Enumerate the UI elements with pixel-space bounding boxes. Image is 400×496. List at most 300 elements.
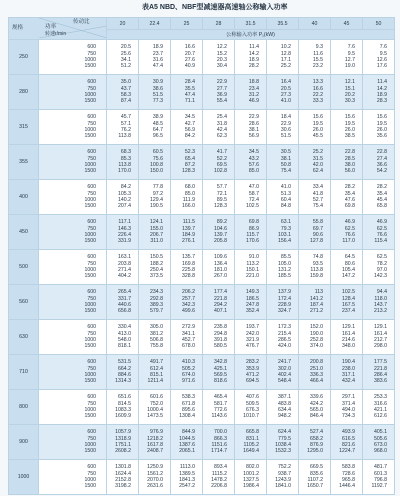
power-value: 80.6	[344, 260, 355, 267]
power-cell	[107, 285, 139, 320]
power-value: 50.8	[280, 162, 291, 168]
power-value: 294.8	[214, 330, 227, 337]
power-value: 10.2	[280, 44, 291, 51]
speed-value: 600	[87, 359, 96, 366]
power-cell	[331, 145, 363, 180]
power-value: 2608.2	[115, 448, 131, 455]
power-value: 634.4	[278, 407, 291, 413]
power-value: 531.5	[118, 359, 131, 366]
speed-cell	[39, 145, 107, 180]
power-value: 2070.0	[147, 477, 163, 483]
power-value: 1001.2	[243, 470, 259, 477]
power-value: 30.9	[152, 79, 163, 86]
power-cell	[331, 285, 363, 320]
power-value: 452.7	[182, 337, 195, 343]
power-value: 1000.4	[147, 407, 163, 413]
power-value: 78.2	[376, 260, 387, 267]
power-value: 113.8	[118, 162, 131, 168]
power-value: 11.4	[377, 79, 387, 86]
ratio-col-header: 50	[363, 18, 395, 30]
power-value: 113	[314, 289, 323, 296]
power-value: 113.8	[118, 133, 131, 140]
power-value: 2547.2	[179, 483, 195, 490]
power-value: 139.7	[182, 225, 195, 232]
power-value: 505.6	[374, 435, 387, 442]
power-value: 100.8	[150, 162, 163, 168]
power-value: 286.4	[374, 372, 387, 378]
power-cell	[171, 320, 203, 355]
power-cell	[235, 75, 267, 110]
power-value: 20.5	[120, 44, 131, 51]
power-cell	[235, 390, 267, 425]
power-value: 276.1	[182, 238, 195, 245]
power-value: 2631.6	[147, 483, 163, 490]
size-cell: 250	[9, 40, 39, 75]
speed-value: 750	[87, 190, 96, 197]
power-cell	[363, 110, 395, 145]
power-value: 481.7	[374, 464, 387, 471]
power-value: 1751.1	[115, 442, 131, 448]
power-value: 27.6	[184, 57, 195, 63]
power-value: 893.4	[214, 464, 227, 471]
speed-value: 600	[87, 324, 96, 331]
power-value: 15.5	[312, 57, 323, 63]
speed-value: 750	[87, 330, 96, 337]
power-value: 17.6	[376, 63, 387, 70]
table-body	[9, 40, 395, 495]
power-value: 678.0	[182, 343, 195, 350]
power-value: 22.9	[280, 120, 291, 127]
power-value: 884.6	[118, 372, 131, 378]
power-value: 113.2	[246, 260, 259, 267]
power-value: 339.6	[310, 394, 323, 401]
power-value: 56.9	[248, 133, 259, 140]
power-value: 47.4	[152, 63, 163, 70]
power-value: 779.5	[278, 435, 291, 442]
power-value: 140.2	[118, 197, 131, 203]
power-value: 31.2	[248, 92, 259, 98]
speed-value: 750	[87, 50, 96, 57]
speed-value: 1000	[84, 477, 96, 483]
ratio-col-header: 40	[299, 18, 331, 30]
power-value: 58.3	[120, 92, 131, 98]
power-cell	[235, 180, 267, 215]
power-cell	[331, 110, 363, 145]
power-value: 28.2	[248, 63, 259, 70]
power-value: 387.1	[278, 394, 291, 401]
power-value: 548.0	[118, 337, 131, 343]
power-value: 69.5	[216, 162, 227, 168]
power-value: 56.0	[344, 168, 355, 175]
power-value: 12.1	[344, 79, 355, 86]
power-value: 141.2	[310, 295, 323, 302]
power-value: 15.6	[312, 114, 323, 121]
speed-value: 1500	[84, 343, 96, 350]
power-value: 115.7	[246, 232, 259, 238]
power-value: 62.4	[312, 168, 323, 175]
speed-value: 1000	[84, 127, 96, 133]
power-value: 72.1	[216, 190, 227, 197]
power-value: 33.3	[312, 98, 323, 105]
power-cell	[331, 320, 363, 355]
power-cell	[107, 460, 139, 495]
power-value: 34.1	[120, 57, 131, 63]
power-value: 85.0	[248, 168, 259, 175]
power-value: 18.9	[152, 44, 163, 51]
power-value: 866.3	[214, 435, 227, 442]
speed-value: 1000	[84, 232, 96, 238]
power-cell	[235, 320, 267, 355]
power-value: 324.7	[278, 308, 291, 315]
power-value: 381.2	[150, 330, 163, 337]
power-value: 19.0	[344, 63, 355, 70]
power-value: 159.8	[310, 273, 323, 280]
power-value: 728.6	[342, 470, 355, 477]
power-value: 128.3	[182, 168, 195, 175]
power-value: 1473.5	[147, 413, 163, 420]
speed-value: 750	[87, 155, 96, 162]
power-value: 527.4	[310, 429, 323, 436]
power-value: 60.5	[152, 149, 163, 156]
speed-value: 750	[87, 225, 96, 232]
power-cell	[107, 355, 139, 390]
power-value: 113.8	[310, 267, 323, 273]
power-value: 26.0	[344, 127, 355, 133]
power-value: 118.0	[374, 295, 387, 302]
power-value: 674.0	[182, 372, 195, 378]
speed-value: 600	[87, 254, 96, 261]
power-value: 26.0	[312, 127, 323, 133]
power-value: 41.7	[216, 149, 227, 156]
speed-value: 600	[87, 44, 96, 51]
ratio-col-header: 35.5	[267, 18, 299, 30]
power-value: 844.9	[182, 429, 195, 436]
power-value: 694.5	[246, 378, 259, 385]
power-cell	[267, 390, 299, 425]
power-value: 89.5	[216, 197, 227, 203]
power-cell	[107, 110, 139, 145]
power-value: 612.6	[374, 413, 387, 420]
power-value: 509.5	[246, 400, 259, 407]
power-value: 821.6	[342, 442, 355, 448]
power-value: 1532.3	[275, 448, 291, 455]
power-value: 94.4	[376, 289, 387, 296]
power-value: 18.8	[248, 79, 259, 86]
power-value: 206.7	[150, 232, 163, 238]
power-cell	[139, 145, 171, 180]
power-value: 330.4	[118, 324, 131, 331]
speed-value: 1000	[84, 57, 96, 63]
power-value: 40.9	[184, 63, 195, 70]
power-value: 213.2	[374, 308, 387, 315]
speed-cell	[39, 425, 107, 460]
power-cell	[363, 390, 395, 425]
power-value: 85.0	[184, 190, 195, 197]
power-value: 25.2	[280, 63, 291, 70]
power-value: 2152.8	[115, 477, 131, 483]
power-value: 15.1	[344, 85, 355, 92]
power-value: 601.6	[150, 394, 163, 401]
power-value: 52.7	[312, 197, 323, 203]
power-value: 1243.9	[275, 477, 291, 483]
power-value: 465.4	[214, 394, 227, 401]
power-value: 242.0	[246, 330, 259, 337]
power-value: 241.7	[278, 359, 291, 366]
power-value: 656.8	[118, 308, 131, 315]
power-value: 131.2	[278, 267, 291, 273]
power-value: 58.7	[248, 190, 259, 197]
power-value: 405.1	[374, 429, 387, 436]
power-value: 45.7	[120, 114, 131, 121]
power-value: 22.9	[216, 79, 227, 86]
power-value: 16.4	[280, 79, 291, 86]
power-value: 1314.3	[115, 378, 131, 385]
power-cell	[171, 75, 203, 110]
power-value: 317.1	[342, 372, 355, 378]
speed-value: 1500	[84, 448, 96, 455]
power-value: 228.9	[278, 302, 291, 308]
power-value: 187.4	[310, 302, 323, 308]
power-value: 52.3	[184, 149, 195, 156]
power-value: 12.6	[376, 57, 387, 63]
power-value: 55.8	[312, 219, 323, 226]
speed-value: 600	[87, 114, 96, 121]
power-value: 752.2	[278, 464, 291, 471]
power-value: 18.9	[376, 92, 387, 98]
power-value: 105.4	[342, 267, 355, 273]
power-value: 331.7	[118, 295, 131, 302]
power-value: 1387.6	[179, 442, 195, 448]
ratio-header: 传动比	[73, 19, 90, 25]
power-value: 579.7	[150, 308, 163, 315]
power-cell	[235, 215, 267, 250]
power-value: 895.6	[182, 407, 195, 413]
power-value: 1105.2	[243, 442, 259, 448]
power-value: 305.0	[150, 324, 163, 331]
power-value: 190.4	[342, 359, 355, 366]
power-value: 30.6	[280, 127, 291, 133]
power-value: 28.2	[376, 184, 387, 191]
power-value: 25.6	[120, 50, 131, 57]
power-value: 75.6	[152, 155, 163, 162]
power-cell	[139, 75, 171, 110]
power-cell	[331, 425, 363, 460]
power-cell	[267, 40, 299, 75]
speed-cell	[39, 40, 107, 75]
power-value: 42.0	[312, 162, 323, 168]
power-value: 64.5	[344, 254, 355, 261]
power-value: 161.4	[374, 330, 387, 337]
power-value: 1295.0	[307, 448, 323, 455]
power-value: 971.6	[182, 378, 195, 385]
table-row	[9, 425, 395, 460]
power-value: 1192.7	[371, 483, 387, 490]
speed-value: 1500	[84, 483, 96, 490]
power-cell	[171, 145, 203, 180]
power-value: 252.8	[310, 337, 323, 343]
power-cell	[267, 250, 299, 285]
power-value: 1107.2	[307, 477, 323, 483]
power-value: 89.2	[216, 219, 227, 226]
power-value: 471.2	[246, 372, 259, 378]
speed-value: 750	[87, 400, 96, 407]
power-value: 150.5	[150, 254, 163, 261]
power-value: 23.2	[312, 63, 323, 70]
power-value: 38.1	[280, 155, 291, 162]
power-cell	[171, 110, 203, 145]
speed-value: 600	[87, 149, 96, 156]
power-value: 20.5	[280, 85, 291, 92]
power-value: 818.1	[118, 343, 131, 350]
power-value: 184.9	[182, 232, 195, 238]
power-value: 298.0	[374, 343, 387, 350]
power-value: 311.0	[150, 238, 163, 245]
power-value: 22.9	[248, 114, 259, 121]
size-cell: 280	[9, 75, 39, 110]
power-value: 190.0	[310, 330, 323, 337]
power-value: 163.1	[118, 254, 131, 261]
power-value: 62.5	[376, 225, 387, 232]
power-cell	[331, 75, 363, 110]
power-cell	[331, 215, 363, 250]
power-value: 2408.7	[147, 448, 163, 455]
power-value: 1010.7	[243, 413, 259, 420]
power-value: 74.8	[312, 254, 323, 261]
power-cell	[171, 355, 203, 390]
power-value: 12.8	[280, 50, 291, 57]
power-value: 1151.6	[211, 442, 227, 448]
power-value: 2065.1	[179, 448, 195, 455]
power-value: 846.4	[310, 413, 323, 420]
power-value: 127.8	[310, 238, 323, 245]
power-value: 34.5	[248, 149, 259, 156]
power-value: 19.5	[376, 120, 387, 127]
power-value: 190.5	[150, 203, 163, 210]
power-value: 1478.2	[211, 477, 227, 483]
power-value: 200.8	[310, 359, 323, 366]
power-value: 651.6	[118, 394, 131, 401]
power-value: 297.1	[342, 394, 355, 401]
ratio-col-header: 22.4	[139, 18, 171, 30]
power-value: 1841.3	[179, 477, 195, 483]
power-value: 36.6	[376, 162, 387, 168]
power-value: 84.8	[280, 203, 291, 210]
power-value: 30.3	[344, 98, 355, 105]
power-cell	[107, 145, 139, 180]
power-cell	[139, 355, 171, 390]
power-value: 802.0	[246, 464, 259, 471]
power-cell	[171, 215, 203, 250]
power-value: 1318.9	[115, 435, 131, 442]
power-value: 321.9	[246, 337, 259, 343]
power-value: 1624.4	[115, 470, 131, 477]
ratio-col-header: 31.5	[235, 18, 267, 30]
table-row	[9, 355, 395, 390]
power-value: 56.9	[184, 127, 195, 133]
power-value: 1308.4	[179, 413, 195, 420]
power-cell	[267, 460, 299, 495]
power-value: 221.8	[374, 365, 387, 372]
power-value: 2206.8	[211, 483, 227, 490]
power-value: 294.2	[214, 302, 227, 308]
power-value: 93.5	[312, 260, 323, 267]
power-value: 665.8	[246, 429, 259, 436]
power-value: 22.2	[312, 92, 323, 98]
power-cell	[235, 110, 267, 145]
power-value: 75.4	[312, 203, 323, 210]
power-value: 226.4	[118, 232, 131, 238]
power-cell	[363, 250, 395, 285]
speed-value: 750	[87, 120, 96, 127]
power-value: 948.2	[278, 413, 291, 420]
power-value: 28.4	[184, 79, 195, 86]
power-value: 28.6	[248, 120, 259, 127]
power-cell	[203, 250, 235, 285]
power-value: 432.4	[342, 378, 355, 385]
power-value: 135.7	[182, 254, 195, 261]
power-value: 548.4	[278, 378, 291, 385]
power-value: 796.8	[374, 477, 387, 483]
power-value: 1038.4	[275, 442, 291, 448]
power-value: 14.2	[376, 85, 387, 92]
power-cell	[235, 460, 267, 495]
power-value: 1649.4	[243, 448, 259, 455]
size-cell: 1000	[9, 460, 39, 495]
power-value: 128.4	[342, 295, 355, 302]
power-value: 271.2	[310, 308, 323, 315]
speed-value: 600	[87, 289, 96, 296]
speed-cell	[39, 215, 107, 250]
power-value: 237.4	[342, 308, 355, 315]
table-row	[9, 40, 395, 75]
power-value: 63.1	[280, 219, 291, 226]
power-value: 57.6	[248, 162, 259, 168]
table-row	[9, 460, 395, 495]
power-value: 177.4	[214, 289, 227, 296]
power-cell	[139, 215, 171, 250]
power-value: 938.7	[278, 470, 291, 477]
power-value: 203.8	[118, 260, 131, 267]
power-value: 42.7	[184, 120, 195, 127]
power-value: 68.0	[184, 184, 195, 191]
power-value: 565.0	[310, 407, 323, 413]
ratio-col-header: 20	[107, 18, 139, 30]
power-value: 286.5	[278, 337, 291, 343]
power-value: 818.6	[214, 378, 227, 385]
power-cell	[331, 460, 363, 495]
size-cell: 500	[9, 250, 39, 285]
power-cell	[107, 250, 139, 285]
power-value: 235.8	[214, 324, 227, 331]
power-value: 601.3	[374, 470, 387, 477]
power-value: 9.5	[347, 50, 355, 57]
power-value: 476.7	[246, 343, 259, 350]
power-value: 1083.3	[115, 407, 131, 413]
power-value: 734.3	[342, 413, 355, 420]
power-value: 47.4	[184, 92, 195, 98]
power-value: 97.2	[152, 190, 163, 197]
power-value: 38.0	[344, 162, 355, 168]
power-value: 77.8	[152, 184, 163, 191]
power-value: 124.1	[150, 219, 163, 226]
power-value: 352.4	[246, 308, 259, 315]
power-value: 580.5	[214, 343, 227, 350]
power-value: 1561.2	[147, 470, 163, 477]
power-cell	[235, 355, 267, 390]
power-value: 9.5	[379, 50, 387, 57]
power-value: 26.0	[376, 127, 387, 133]
power-value: 257.7	[182, 295, 195, 302]
